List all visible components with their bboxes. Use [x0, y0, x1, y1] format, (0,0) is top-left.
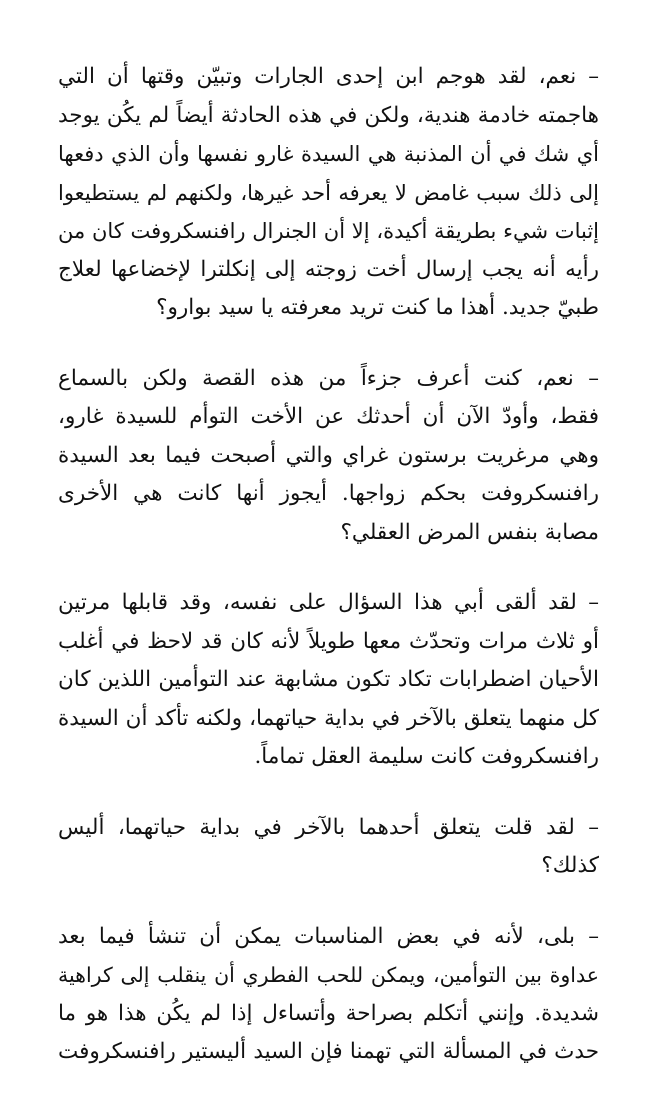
paragraph-2 — [58, 360, 599, 553]
text-line: الأحيان اضطرابات تكاد تكون مشابهة عند التوأمين اللذين كان — [58, 667, 599, 692]
text-line: رأيه أنه يجب إرسال أخت زوجته إلى إنكلترا لإخضاعها لعلاج — [58, 256, 599, 282]
text-line: عداوة بين التوأمين، ويمكن للحب الفطري أن ينقلب إلى كراهية — [58, 963, 599, 987]
text-line: فقط، وأودّ الآن أن أحدثك عن الأخت التوأم للسيدة غارو، — [58, 404, 599, 429]
text-line: شديدة. وإنني أتكلم بصراحة وأتساءل إذا لم يكُن هذا هو ما — [58, 1000, 599, 1026]
paragraph-1 — [58, 58, 599, 328]
text-line: – لقد قلت يتعلق أحدهما بالآخر في بداية حياتهما، أليس — [58, 814, 599, 840]
paragraph-3 — [58, 584, 599, 777]
text-line: – نعم، كنت أعرف جزءاً من هذه القصة ولكن بالسماع — [58, 365, 599, 391]
text-line: إثبات شيء بطريقة أكيدة، إلا أن الجنرال رافنسكروفت كان من — [58, 219, 599, 243]
text-line: – بلى، لأنه في بعض المناسبات يمكن أن تنشأ فيما بعد — [58, 923, 599, 949]
text-line: مصابة بنفس المرض العقلي؟ — [340, 519, 599, 545]
text-line: إلى ذلك سبب غامض لا يعرفه أحد غيرها، ولكنهم لم يستطيعوا — [58, 180, 599, 205]
text-line: كل منهما يتعلق بالآخر في بداية حياتهما، ولكنه تأكد أن السيدة — [58, 705, 599, 731]
text-line: كذلك؟ — [541, 853, 599, 878]
text-line: أو ثلاث مرات وتحدّث معها طويلاً لأنه كان قد لاحظ في أغلب — [58, 628, 599, 654]
text-line: طبيّ جديد. أهذا ما كنت تريد معرفته يا سيد بوارو؟ — [156, 295, 599, 320]
text-line: – نعم، لقد هوجم ابن إحدى الجارات وتبيّن وقتها أن التي — [58, 64, 599, 89]
book-page — [58, 58, 599, 1104]
text-line: – لقد ألقى أبي هذا السؤال على نفسه، وقد قابلها مرتين — [58, 590, 599, 615]
paragraph-5 — [58, 918, 599, 1072]
text-line: وهي مرغريت برستون غراي والتي أصبحت فيما بعد السيدة — [58, 442, 599, 468]
text-line: رافنسكروفت بحكم زواجها. أيجوز أنها كانت هي الأخرى — [58, 481, 599, 506]
paragraph-4 — [58, 809, 599, 886]
text-line: أي شك في أن المذنبة هي السيدة غارو نفسها وأن الذي دفعها — [58, 142, 599, 166]
text-line: رافنسكروفت كانت سليمة العقل تماماً. — [254, 744, 599, 769]
text-line: حدث في المسألة التي تهمنا فإن السيد أليستير رافنسكروفت — [58, 1039, 599, 1064]
text-line: هاجمته خادمة هندية، ولكن في هذه الحادثة أيضاً لم يكُن يوجد — [58, 102, 599, 128]
